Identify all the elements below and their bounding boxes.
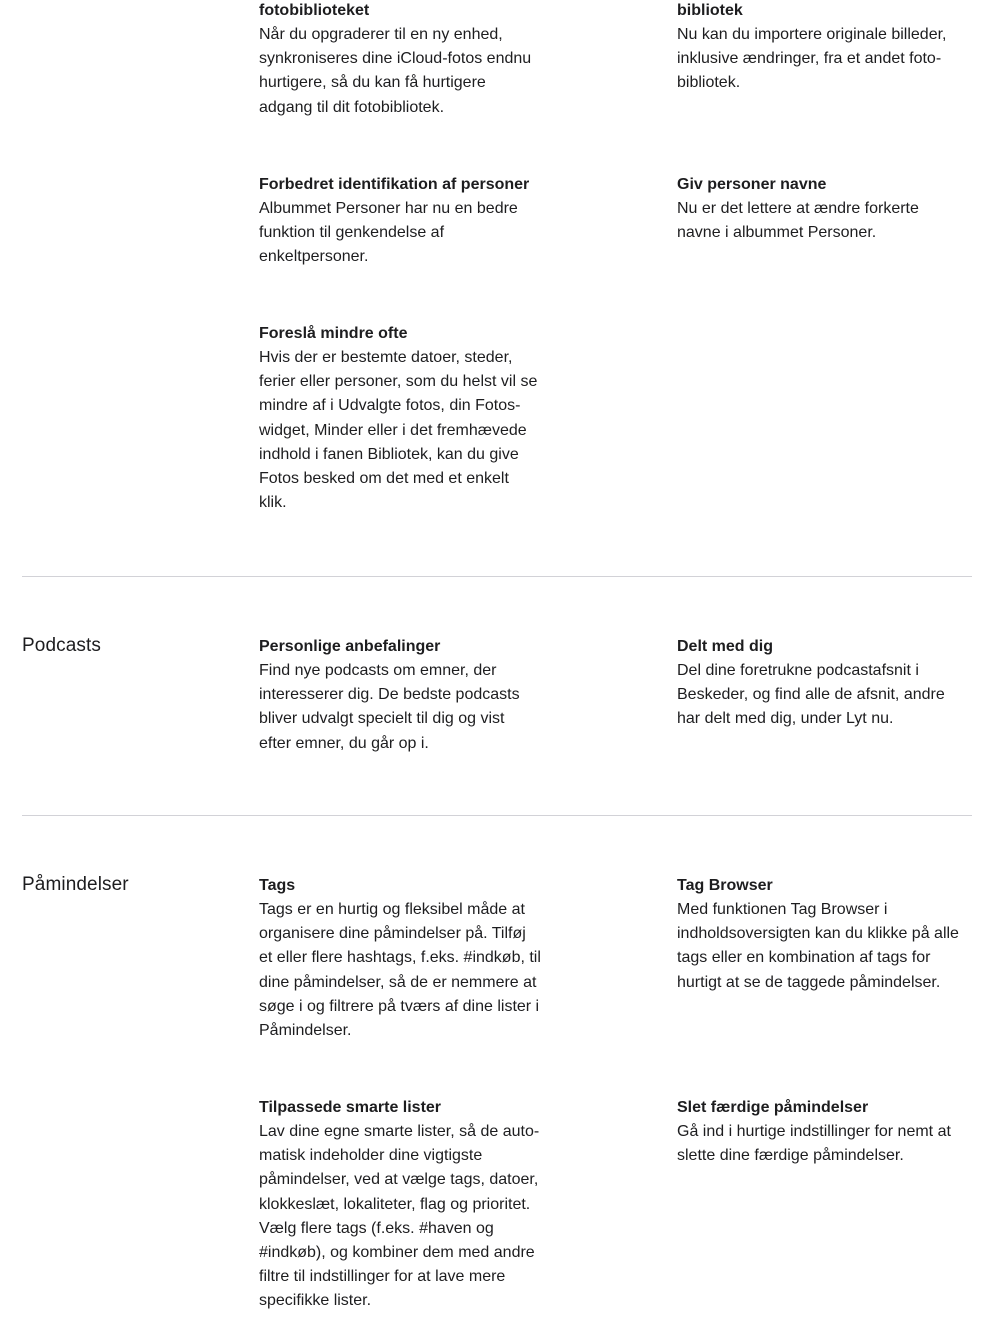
- section-divider: [22, 576, 972, 577]
- feature-description: Gå ind i hurtige indstillinger for nemt at slette dine færdige påmindelser.: [677, 1123, 951, 1165]
- feature-title: Personlige anbefalinger: [259, 638, 441, 655]
- feature-photos-name-people: [677, 173, 977, 245]
- feature-description: Del dine foretrukne podcastafsnit i Beskeder, og find alle de afsnit, andre har delt med dig, under Lyt nu.: [677, 662, 945, 728]
- feature-title: Slet færdige påmindelser: [677, 1099, 869, 1116]
- feature-podcasts-recommendations: [259, 635, 559, 756]
- feature-podcasts-shared-with-you: [677, 635, 977, 732]
- feature-description: Nu kan du importere originale billeder, inklusive ændringer, fra et andet foto- bibliotek.: [677, 26, 947, 92]
- feature-title: Tags: [259, 877, 296, 894]
- section-divider: [22, 815, 972, 816]
- feature-photos-library-sync: [259, 0, 559, 120]
- feature-title: Tilpassede smarte lister: [259, 1099, 442, 1116]
- feature-title: Delt med dig: [677, 638, 774, 655]
- feature-photos-suggest-less: [259, 322, 559, 515]
- feature-reminders-tag-browser: [677, 874, 977, 995]
- feature-description: Hvis der er bestemte datoer, steder, ferier eller personer, som du helst vil se mindre af i Udvalgte fotos, din Fotos- widget, Minder eller i det fremhævede indhold i fanen Bibliotek, kan du give Fotos besked om det med et enkelt klik.: [259, 349, 538, 512]
- feature-reminders-tags: [259, 874, 559, 1043]
- feature-photos-import-library: [677, 0, 977, 96]
- feature-title: Giv personer navne: [677, 176, 827, 193]
- feature-title: Foreslå mindre ofte: [259, 325, 408, 342]
- feature-description: Nu er det lettere at ændre forkerte navne i albummet Personer.: [677, 200, 919, 242]
- section-title-podcasts: Podcasts: [22, 635, 101, 656]
- feature-title: Tag Browser: [677, 877, 773, 894]
- feature-title: Forbedret identifikation af personer: [259, 176, 530, 193]
- feature-description: Med funktionen Tag Browser i indholdsoversigten kan du klikke på alle tags eller en kombination af tags for hurtigt at se de taggede påmindelser.: [677, 901, 959, 991]
- feature-description: Lav dine egne smarte lister, så de auto- matisk indeholder dine vigtigste påmindelser, ved at vælge tags, datoer, klokkeslæt, lokaliteter, flag og prioritet. Vælg flere tags (f.eks. #haven og #indkøb), og kombiner dem med andre filtre til indstillinger for at lave mere specifikke lister.: [259, 1123, 540, 1310]
- feature-description: Albummet Personer har nu en bedre funktion til genkendelse af enkeltpersoner.: [259, 200, 518, 266]
- feature-title: bibliotek: [677, 2, 743, 19]
- feature-reminders-smart-lists: [259, 1096, 559, 1314]
- feature-photos-people-identification: [259, 173, 559, 270]
- feature-description: Tags er en hurtig og fleksibel måde at organisere dine påmindelser på. Tilføj et eller flere hashtags, f.eks. #indkøb, til dine påmindelser, så de er nemmere at søge i og filtrere på tværs af dine lister i Påmindelser.: [259, 901, 541, 1040]
- feature-reminders-delete-completed: [677, 1096, 977, 1168]
- feature-title: fotobiblioteket: [259, 2, 370, 19]
- feature-description: Find nye podcasts om emner, der interesserer dig. De bedste podcasts bliver udvalgt specielt til dig og vist efter emner, du går op i.: [259, 662, 520, 752]
- feature-description: Når du opgraderer til en ny enhed, synkroniseres dine iCloud-fotos endnu hurtigere, så du kan få hurtigere adgang til dit fotobibliotek.: [259, 26, 532, 116]
- section-title-reminders: Påmindelser: [22, 874, 129, 895]
